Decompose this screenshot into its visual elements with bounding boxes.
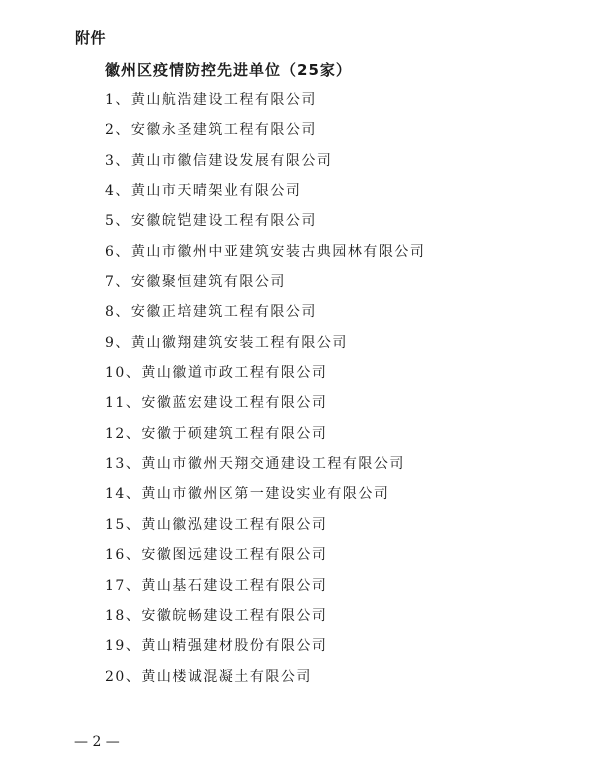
unit-list-item: 4、黄山市天晴架业有限公司 — [105, 183, 302, 200]
unit-list-item: 9、黄山徽翔建筑安装工程有限公司 — [105, 334, 348, 351]
page-number: — 2 — — [74, 734, 120, 750]
unit-list-item: 17、黄山基石建设工程有限公司 — [105, 577, 328, 594]
document-title: 徽州区疫情防控先进单位（25家） — [105, 61, 352, 79]
unit-list-item: 8、安徽正培建筑工程有限公司 — [105, 304, 317, 321]
unit-list-item: 2、安徽永圣建筑工程有限公司 — [105, 122, 317, 139]
unit-list-item: 3、黄山市徽信建设发展有限公司 — [105, 152, 333, 169]
unit-list-item: 14、黄山市徽州区第一建设实业有限公司 — [105, 486, 390, 503]
unit-list-item: 19、黄山精强建材股份有限公司 — [105, 638, 328, 655]
attachment-label: 附件 — [75, 29, 107, 47]
unit-list-item: 10、黄山徽道市政工程有限公司 — [105, 365, 328, 382]
unit-list-item: 13、黄山市徽州天翔交通建设工程有限公司 — [105, 456, 405, 473]
unit-list-item: 15、黄山徽泓建设工程有限公司 — [105, 516, 328, 533]
unit-list-item: 5、安徽皖铠建设工程有限公司 — [105, 213, 317, 230]
unit-list-item: 11、安徽蓝宏建设工程有限公司 — [105, 395, 328, 412]
unit-list-item: 1、黄山航浩建设工程有限公司 — [105, 92, 317, 108]
unit-list-item: 16、安徽图远建设工程有限公司 — [105, 547, 328, 564]
unit-list-item: 7、安徽聚恒建筑有限公司 — [105, 274, 286, 291]
unit-list-item: 20、黄山楼诚混凝土有限公司 — [105, 668, 312, 685]
unit-list-item: 18、安徽皖畅建设工程有限公司 — [105, 607, 328, 624]
unit-list-item: 12、安徽于硕建筑工程有限公司 — [105, 425, 328, 442]
advanced-unit-list — [105, 88, 425, 695]
unit-list-item: 6、黄山市徽州中亚建筑安装古典园林有限公司 — [105, 243, 426, 260]
